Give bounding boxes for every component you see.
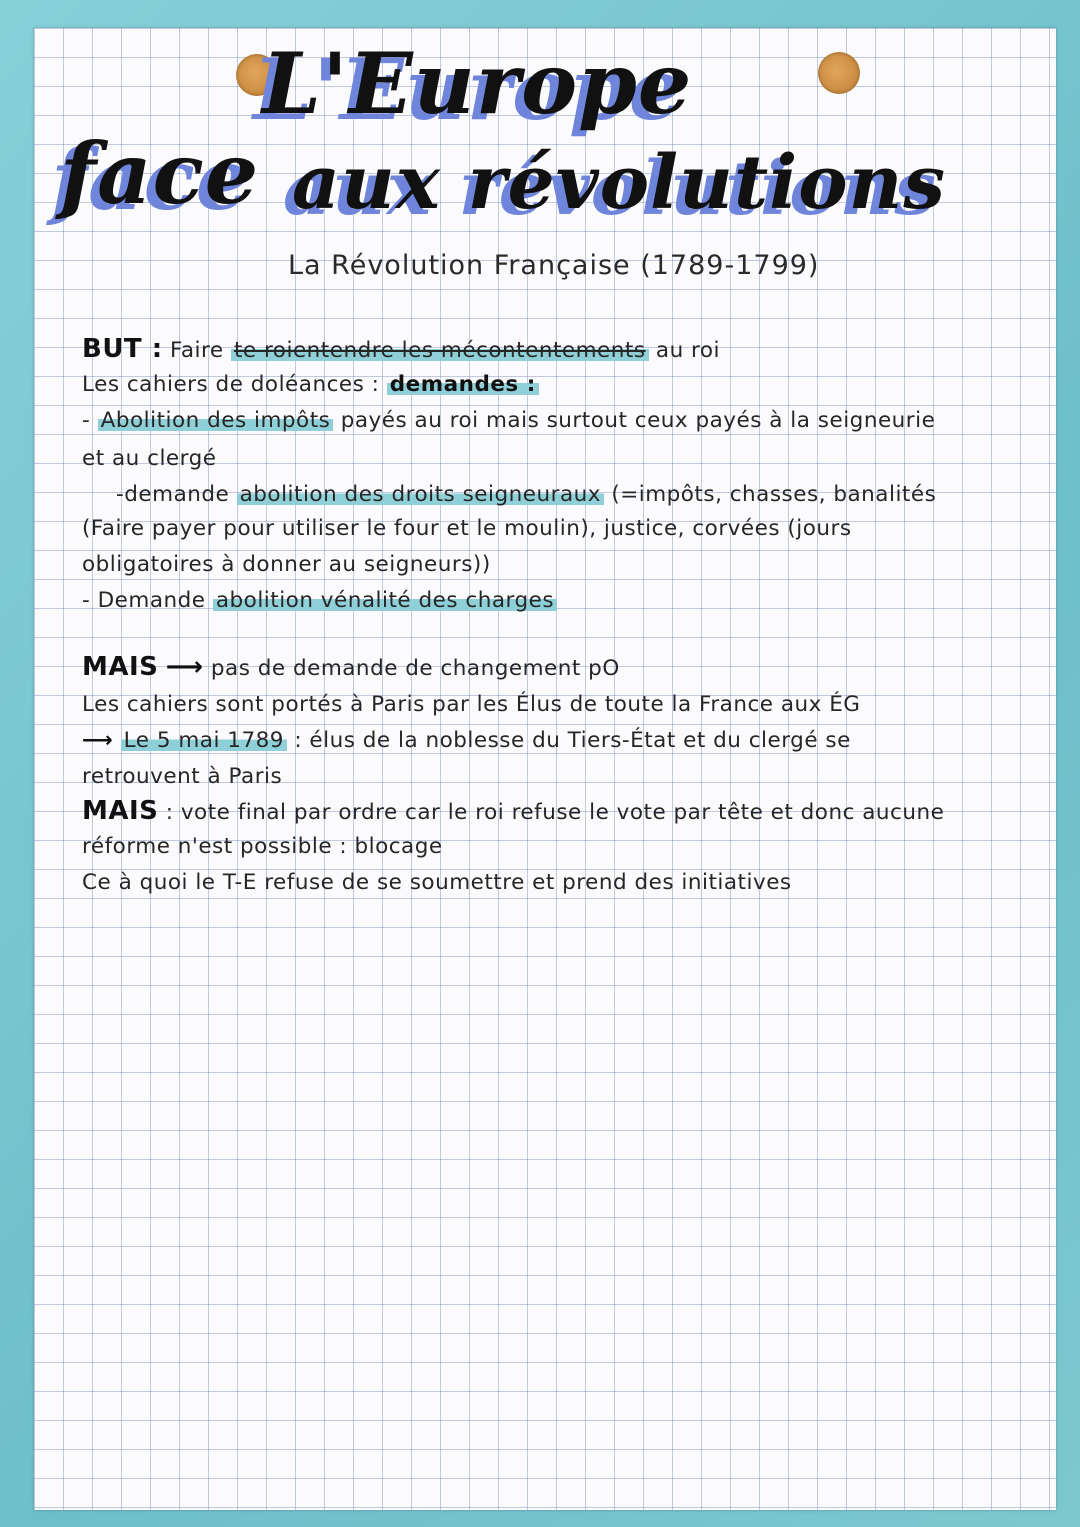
mais-text-1: pas de demande de changement pO <box>210 656 620 681</box>
but-end: au roi <box>655 338 721 363</box>
cahiers-highlight: demandes : <box>387 372 539 397</box>
arrow-icon-2: ⟶ <box>82 728 114 753</box>
line-venalite <box>82 588 557 613</box>
abolition-dash: - <box>82 408 91 433</box>
cahiers-text: Les cahiers de doléances : <box>82 372 380 397</box>
line-abolition-cont: et au clergé <box>82 446 217 471</box>
but-label: BUT : <box>82 334 163 364</box>
but-struck-text: te roientendre les mécontentements <box>231 338 649 363</box>
venalite-highlight: abolition vénalité des charges <box>213 588 557 613</box>
title-line-1: L'Europe <box>262 34 693 133</box>
mais-label-2: MAIS <box>82 796 159 826</box>
droits-start: -demande <box>116 482 230 507</box>
arrow-icon: ⟶ <box>165 652 204 682</box>
mais-text-2: : vote final par ordre car le roi refuse le vote par tête et donc aucune <box>165 800 945 825</box>
abolition-rest: payés au roi mais surtout ceux payés à la seigneurie <box>340 408 936 433</box>
line-retrouvent: retrouvent à Paris <box>82 764 283 789</box>
punch-hole-right <box>818 52 860 94</box>
mais-label-1: MAIS <box>82 652 159 682</box>
date-rest: : élus de la noblesse du Tiers-État et du clergé se <box>294 728 851 753</box>
title-line-2: aux révolutions <box>292 140 947 226</box>
line-cahiers-paris: Les cahiers sont portés à Paris par les Élus de toute la France aux ÉG <box>82 692 861 717</box>
line-four: (Faire payer pour utiliser le four et le moulin), justice, corvées (jours <box>82 516 852 541</box>
line-mais-2 <box>82 796 944 826</box>
line-abolition <box>82 408 935 433</box>
subtitle: La Révolution Française (1789-1799) <box>288 250 820 281</box>
droits-rest: (=impôts, chasses, banalités <box>611 482 937 507</box>
title-word-face: face <box>60 124 260 223</box>
line-mais-1 <box>82 652 620 682</box>
abolition-highlight: Abolition des impôts <box>98 408 334 433</box>
line-date <box>82 728 851 753</box>
date-highlight: Le 5 mai 1789 <box>121 728 287 753</box>
but-faire: Faire <box>169 338 224 363</box>
line-reforme: réforme n'est possible : blocage <box>82 834 443 859</box>
line-cahiers <box>82 372 539 397</box>
droits-highlight: abolition des droits seigneuraux <box>237 482 604 507</box>
venalite-start: - Demande <box>82 588 206 613</box>
line-obligatoires: obligatoires à donner au seigneurs)) <box>82 552 491 577</box>
line-ce-quoi: Ce à quoi le T-E refuse de se soumettre et prend des initiatives <box>82 870 792 895</box>
line-droits <box>116 482 936 507</box>
line-but <box>82 334 720 364</box>
